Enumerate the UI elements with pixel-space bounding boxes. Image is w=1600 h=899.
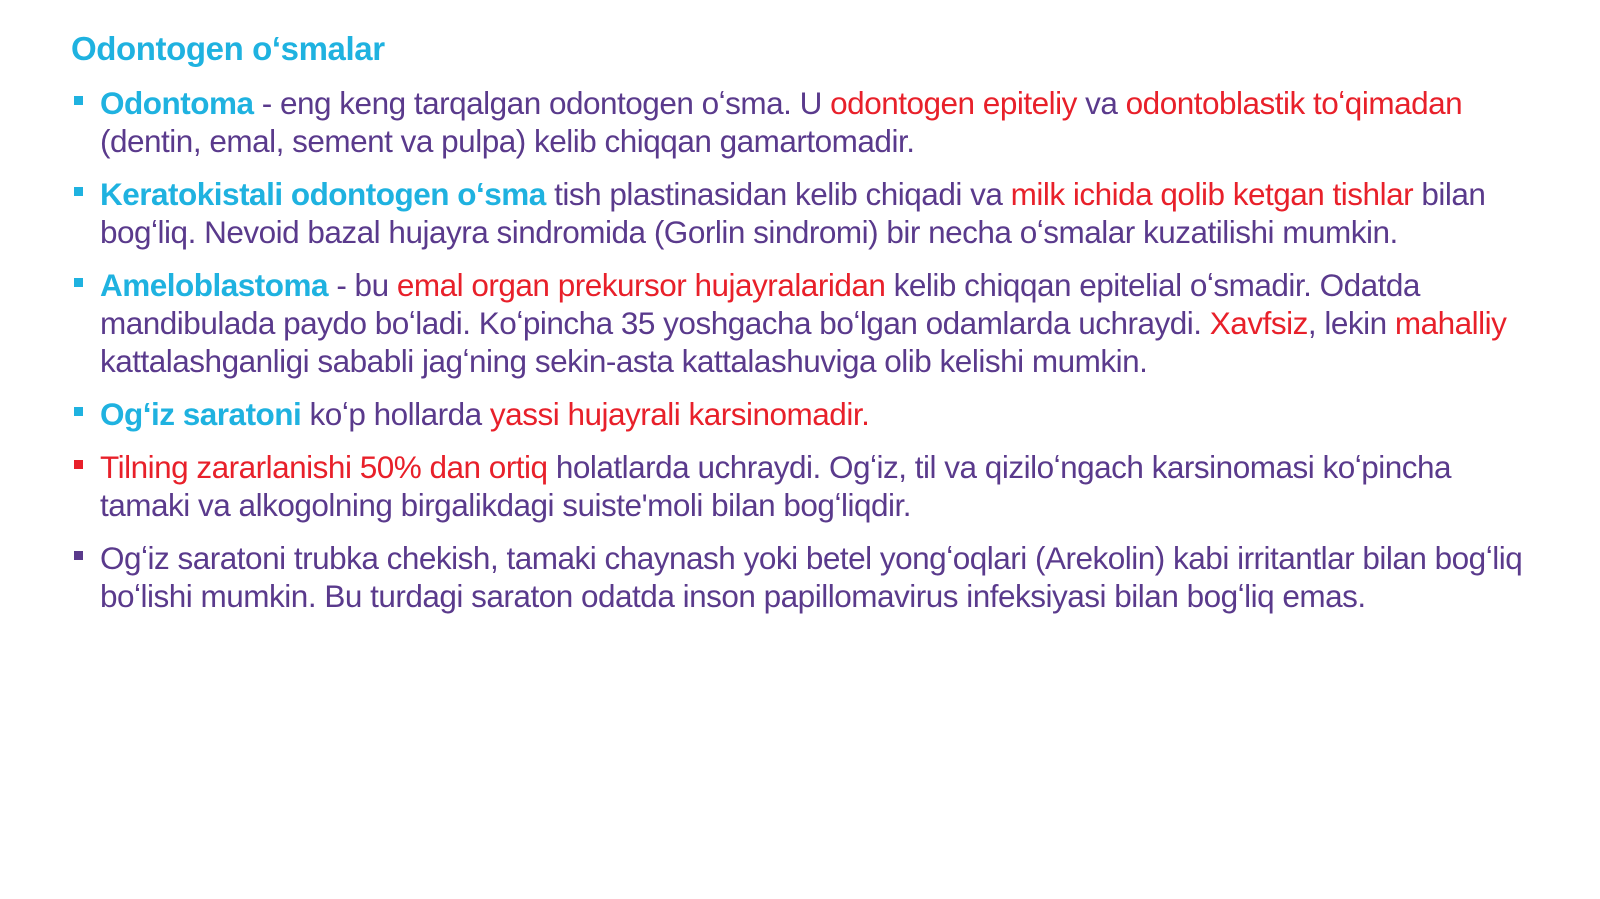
highlighted-text: odontoblastik toʻqimadan: [1125, 85, 1463, 121]
bullet-square-icon: [74, 407, 83, 416]
bullet-list: [72, 84, 1532, 630]
bullet-heading: Ogʻiz saratoni: [100, 396, 302, 432]
body-text: kelib chiqqan epitelial oʻsmadir. Odatda mandibulada paydo boʻladi. Koʻpincha 35 yoshgacha boʻlgan odamlarda uchraydi.: [100, 267, 1420, 341]
slide-title: Odontogen oʻsmalar: [71, 30, 385, 67]
highlighted-text: emal organ prekursor hujayralaridan: [396, 267, 886, 303]
bullet-text: [100, 176, 1485, 250]
bullet-item: [72, 448, 1532, 524]
highlighted-text: Xavfsiz: [1209, 305, 1308, 341]
highlighted-text: milk ichida qolib ketgan tishlar: [1010, 176, 1414, 212]
highlighted-text: yassi hujayrali karsinomadir.: [489, 396, 870, 432]
bullet-item: [72, 175, 1532, 251]
highlighted-text: mahalliy: [1394, 305, 1507, 341]
body-text: Ogʻiz saratoni trubka chekish, tamaki chaynash yoki betel yongʻoqlari (Arekolin) kabi irritantlar bilan bogʻliq boʻlishi mumkin. Bu turdagi saraton odatda inson papillomavirus infeksiyasi bilan bogʻliq emas.: [100, 540, 1523, 614]
bullet-text: [100, 267, 1506, 379]
bullet-item: [72, 266, 1532, 380]
bullet-heading: Keratokistali odontogen oʻsma: [100, 176, 546, 212]
body-text: kattalashganligi sababli jagʻning sekin-asta kattalashuviga olib kelishi mumkin.: [100, 343, 1148, 379]
body-text: , lekin: [1307, 305, 1395, 341]
highlighted-text: Tilning zararlanishi 50% dan ortiq: [100, 449, 548, 485]
body-text: - bu: [328, 267, 397, 303]
bullet-item: [72, 539, 1532, 615]
body-text: - eng keng tarqalgan odontogen oʻsma. U: [253, 85, 831, 121]
bullet-square-icon: [74, 278, 83, 287]
body-text: va: [1076, 85, 1126, 121]
body-text: bilan bogʻliq. Nevoid bazal hujayra sindromida (Gorlin sindromi) bir necha oʻsmalar kuzatilishi mumkin.: [100, 176, 1486, 250]
bullet-square-icon: [74, 96, 83, 105]
bullet-text: [100, 449, 1451, 523]
body-text: koʻp hollarda: [301, 396, 490, 432]
bullet-item: [72, 84, 1532, 160]
bullet-square-icon: [74, 187, 83, 196]
body-text: holatlarda uchraydi. Ogʻiz, til va qiziloʻngach karsinomasi koʻpincha tamaki va alkogolning birgalikdagi suiste'moli bilan bogʻliqdir.: [100, 449, 1452, 523]
body-text: tish plastinasidan kelib chiqadi va: [545, 176, 1011, 212]
bullet-heading: Ameloblastoma: [100, 267, 329, 303]
bullet-text: [100, 540, 1522, 614]
bullet-square-icon: [74, 551, 83, 560]
bullet-square-icon: [74, 460, 83, 469]
bullet-item: [72, 395, 1532, 433]
body-text: (dentin, emal, sement va pulpa) kelib chiqqan gamartomadir.: [100, 123, 915, 159]
bullet-text: [100, 396, 869, 432]
bullet-heading: Odontoma: [100, 85, 254, 121]
bullet-text: [100, 85, 1462, 159]
highlighted-text: odontogen epiteliy: [830, 85, 1077, 121]
